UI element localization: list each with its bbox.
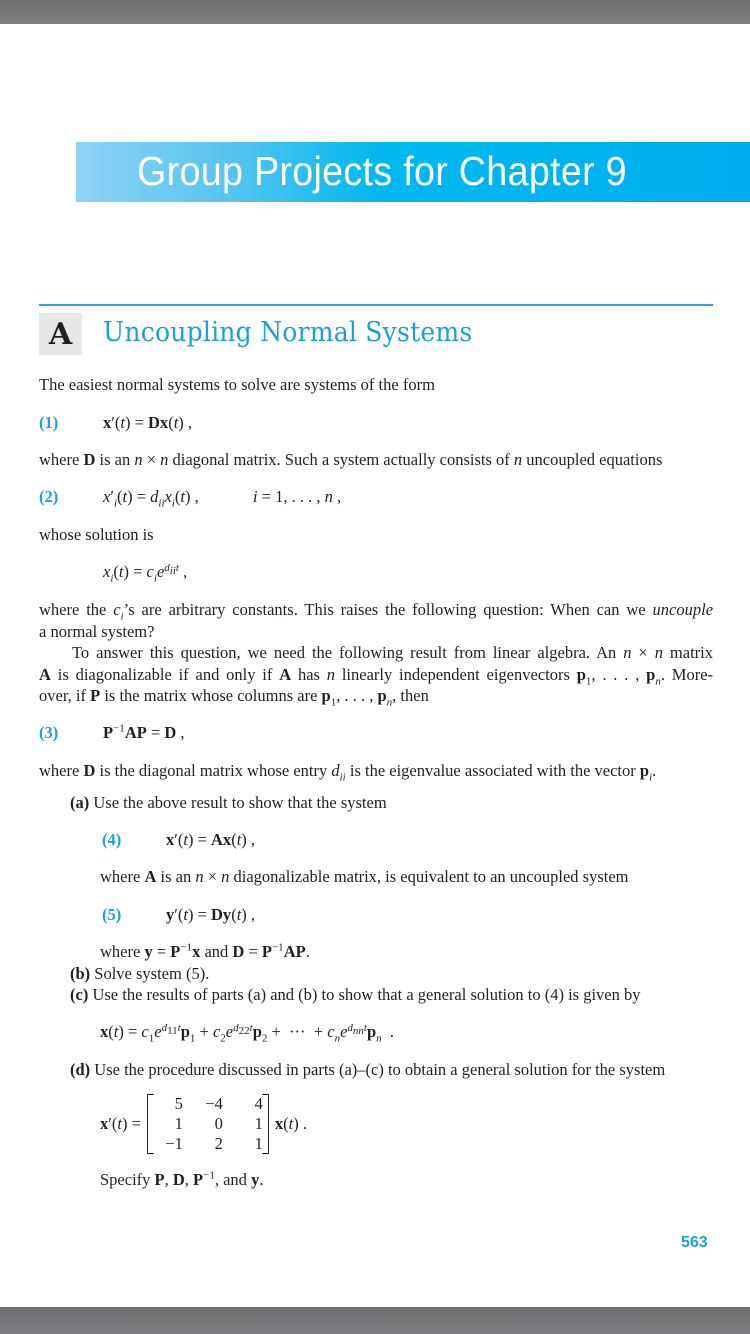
section-letter-badge: A (39, 313, 82, 355)
matrix-cell: 1 (174, 1114, 183, 1133)
general-solution-equation: $x(t) = c_1e^{d_{11}t}p_1 + c_2e^{d_{22}t}p_2$ + ··· + $c_ne^{d_{nn}t}p_n$ . (100, 1021, 395, 1045)
matrix-cell: 1 (254, 1134, 263, 1153)
paragraph-answer-line-3: over, if P is the matrix whose columns are $p_1$, . . . , $p_n$, then (39, 686, 429, 709)
chapter-title: Group Projects for Chapter 9 (137, 148, 627, 194)
matrix-cell: 2 (214, 1134, 223, 1153)
paragraph-diagonal: where D is an n × n diagonal matrix. Such a system actually consists of n uncoupled equations (39, 450, 663, 469)
chapter-banner (76, 142, 750, 202)
matrix-lhs: x′(t) = (100, 1114, 141, 1133)
coefficient-matrix (147, 1094, 269, 1154)
equation-number-2: (2) (39, 487, 59, 506)
part-d: (d) Use the procedure discussed in parts (a)–(c) to obtain a general solution for the system (70, 1060, 666, 1079)
equation-3: $P^{-1}AP = D$ , (103, 722, 185, 742)
equation-number-4: (4) (102, 830, 122, 849)
equation-4: x′(t) = Ax(t) , (166, 830, 256, 849)
part-c: (c) Use the results of parts (a) and (b) to show that a general solution to (4) is given by (70, 985, 641, 1004)
paragraph-answer-line-2: A is diagonalizable if and only if A has n linearly independent eigenvectors $p_1$, . . . , $p_n$. More- (39, 665, 714, 688)
equation-solution: $x_i(t) = c_ie^{d_{ii}t}$ , (103, 561, 188, 585)
intro-text: The easiest normal systems to solve are systems of the form (39, 375, 435, 394)
matrix-cell: 4 (254, 1094, 263, 1113)
part-a: (a) Use the above result to show that the system (70, 793, 387, 812)
matrix-cell: 1 (254, 1114, 263, 1133)
equation-1: x′(t) = Dx(t) , (103, 413, 193, 432)
equation-number-3: (3) (39, 723, 59, 742)
top-toolbar-bar (0, 0, 750, 24)
equation-number-5: (5) (102, 905, 122, 924)
bottom-toolbar-bar (0, 1307, 750, 1334)
section-divider (39, 304, 713, 306)
matrix-cell: 0 (214, 1114, 223, 1133)
system-matrix-equation (100, 1094, 307, 1154)
matrix-cell: −4 (205, 1094, 223, 1113)
equation-2: $x'_i(t) = d_{ii}x_i(t)$ , (103, 487, 199, 510)
part-d-specify: Specify P, D, $P^{-1}$, and y. (100, 1169, 264, 1189)
paragraph-answer-line-1: To answer this question, we need the following result from linear algebra. An n × n matrix (72, 643, 713, 662)
part-b: (b) Solve system (5). (70, 964, 210, 983)
matrix-cell: −1 (165, 1134, 183, 1153)
paragraph-whose-solution: whose solution is (39, 525, 154, 544)
paragraph-diagonal-entry: where D is the diagonal matrix whose entry $d_{ii}$ is the eigenvalue associated with the vector $p_i$. (39, 761, 657, 784)
section-title: Uncoupling Normal Systems (103, 317, 473, 348)
equation-5: y′(t) = Dy(t) , (166, 905, 256, 924)
part-a-middle: where A is an n × n diagonalizable matrix, is equivalent to an uncoupled system (100, 867, 629, 886)
paragraph-constants-line-1: where the $c_i’s$ are arbitrary constants. This raises the following question: When can we uncouple (39, 600, 714, 623)
equation-number-1: (1) (39, 413, 59, 432)
matrix-rhs: x(t) . (274, 1114, 307, 1133)
paragraph-constants-line-2: a normal system? (39, 622, 155, 641)
matrix-cell: 5 (174, 1094, 183, 1113)
page-number: 563 (681, 1234, 708, 1251)
equation-2-range: i = 1, . . . , n , (253, 487, 342, 506)
part-a-after: where $y = P^{-1}x$ and $D = P^{-1}AP$. (100, 941, 310, 961)
